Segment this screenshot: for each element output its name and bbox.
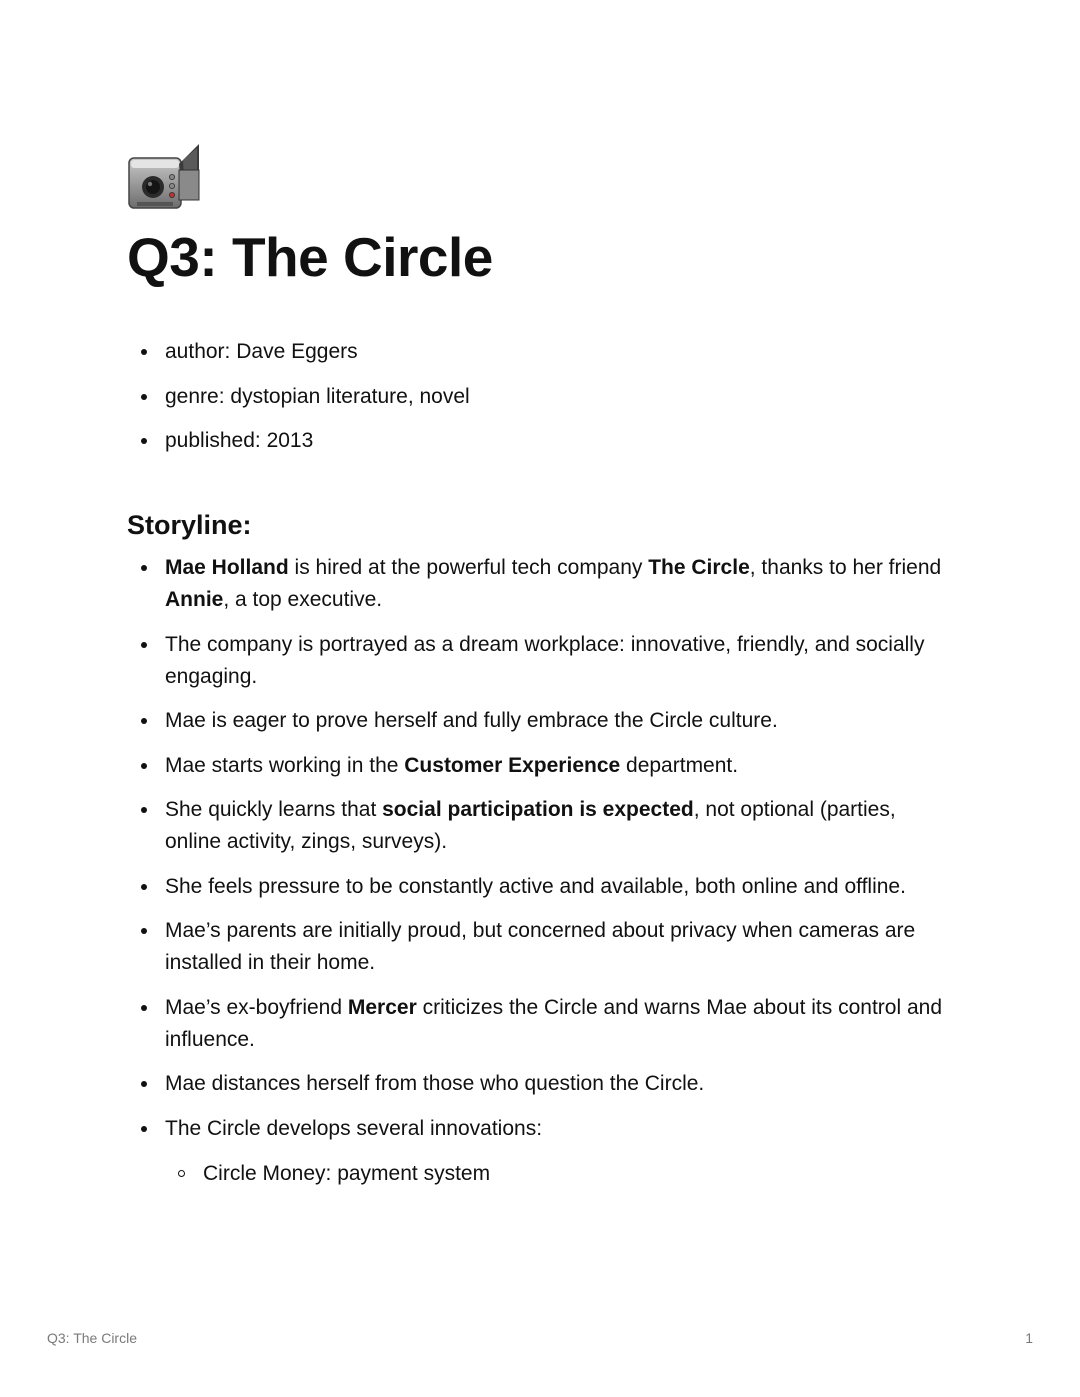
storyline-item (127, 794, 957, 858)
bold-text: social participation is expected (382, 798, 694, 821)
text-run: She quickly learns that (165, 798, 383, 821)
storyline-sublist (165, 1158, 957, 1190)
storyline-item (127, 1068, 957, 1100)
storyline-list (127, 552, 957, 1190)
text-run: Mae is eager to prove herself and fully embrace the Circle culture. (165, 709, 778, 732)
storyline-item (127, 1113, 957, 1190)
text-run: Mae starts working in the (165, 753, 405, 777)
text-run: , not optional (parties, online activity, zings, surveys). (165, 798, 896, 853)
text-run: The company is portrayed as a dream workplace: innovative, friendly, and socially engaging. (165, 632, 925, 688)
property-genre: genre: dystopian literature, novel (127, 381, 957, 413)
footer-page-number: 1 (1025, 1330, 1033, 1346)
property-published: published: 2013 (127, 425, 957, 457)
bold-text: Customer Experience (404, 753, 621, 777)
text-run: , thanks to her friend (749, 556, 942, 579)
storyline-item (127, 705, 957, 737)
text-run: , a top executive. (223, 588, 383, 611)
footer-doc-title: Q3: The Circle (47, 1330, 137, 1346)
bold-text: Mae Holland (165, 556, 289, 579)
page-title: Q3: The Circle (127, 226, 493, 288)
text-run: criticizes the Circle and warns Mae about its control and influence. (165, 995, 943, 1051)
text-run: is hired at the powerful tech company (288, 556, 649, 579)
text-run: The Circle develops several innovations: (165, 1116, 543, 1140)
text-run: Mae’s ex-boyfriend (165, 995, 348, 1019)
storyline-item (127, 871, 957, 903)
bold-text: The Circle (648, 556, 750, 579)
storyline-item (127, 992, 957, 1056)
page-content (127, 140, 957, 1202)
bold-text: Annie (165, 588, 224, 611)
text-run: Mae’s parents are initially proud, but concerned about privacy when cameras are installed in their home. (165, 919, 916, 974)
storyline-item (127, 750, 957, 782)
storyline-heading: Storyline: (127, 510, 252, 540)
text-run: She feels pressure to be constantly active and available, both online and offline. (165, 874, 906, 898)
storyline-item (127, 915, 957, 979)
storyline-subitem: Circle Money: payment system (165, 1158, 957, 1190)
property-author: author: Dave Eggers (127, 336, 957, 368)
storyline-item (127, 552, 957, 616)
bold-text: Mercer (347, 995, 417, 1019)
storyline-item (127, 629, 957, 693)
properties-list (127, 336, 957, 457)
text-run: department. (620, 753, 739, 777)
video-camera-icon (127, 140, 203, 212)
text-run: Mae distances herself from those who question the Circle. (165, 1072, 705, 1095)
